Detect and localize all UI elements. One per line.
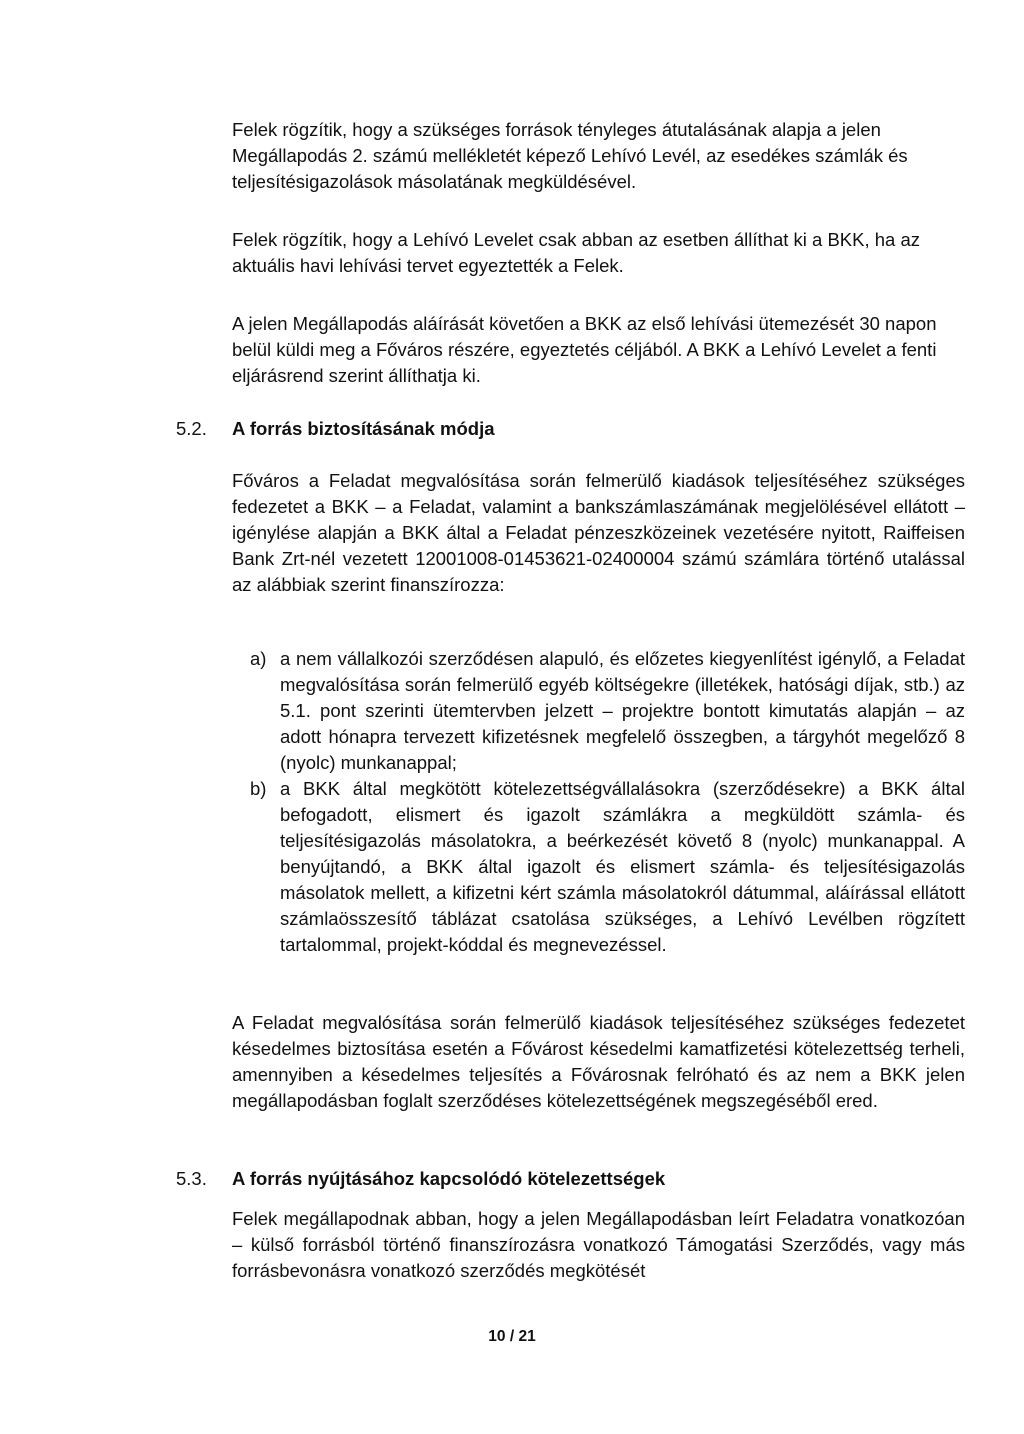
- paragraph-call-letter-condition: Felek rögzítik, hogy a Lehívó Levelet csak abban az esetben állíthat ki a BKK, ha az aktuális havi lehívási tervet egyeztették a Felek.: [232, 229, 920, 276]
- section-heading-5-2: [176, 416, 966, 442]
- section-title: A forrás nyújtásához kapcsolódó kötelezettségek: [232, 1168, 666, 1189]
- paragraph-obligations: Felek megállapodnak abban, hogy a jelen Megállapodásban leírt Feladatra vonatkozóan – külső forrásból történő finanszírozásra vonatkozó Támogatási Szerződés, vagy más forrásbevonásra vonatkozó szerződés megkötését: [232, 1208, 965, 1281]
- paragraph-funds-transfer-basis: Felek rögzítik, hogy a szükséges források tényleges átutalásának alapja a jelen Megállapodás 2. számú mellékletét képező Lehívó Levél, az esedékes számlák és teljesítésigazolások másolatának megküldésével.: [232, 119, 908, 192]
- section-number: 5.3.: [176, 1168, 207, 1189]
- section-heading-5-3: [176, 1166, 966, 1192]
- list-item-text: a BKK által megkötött kötelezettségvállalásokra (szerződésekre) a BKK által befogadott, elismert és igazolt számlákra a megküldött számla- és teljesítésigazolás másolatokra, a beérkezését követő 8 (nyolc) munkanappal. A benyújtandó, a BKK által igazolt és elismert számla- és teljesítésigazolás másolatok mellett, a kifizetni kért számla másolatokról dátummal, aláírással ellátott számlaösszesítő táblázat csatolása szükséges, a Lehívó Levélben rögzített tartalommal, projekt-kóddal és megnevezéssel.: [280, 778, 965, 955]
- section-title: A forrás biztosításának módja: [232, 418, 495, 439]
- list-item-a: [232, 646, 965, 776]
- paragraph-first-schedule: A jelen Megállapodás aláírását követően a BKK az első lehívási ütemezését 30 napon belül küldi meg a Főváros részére, egyeztetés céljából. A BKK a Lehívó Levelet a fenti eljárásrend szerint állíthatja ki.: [232, 313, 937, 386]
- list-item-text: a nem vállalkozói szerződésen alapuló, és előzetes kiegyenlítést igénylő, a Feladat megvalósítása során felmerülő egyéb költségekre (illetékek, hatósági díjak, stb.) az 5.1. pont szerinti ütemtervben jelzett – projektre bontott kimutatás alapján – az adott hónapra tervezett kifizetésnek megfelelő összegben, a tárgyhót megelőző 8 (nyolc) munkanappal;: [280, 648, 965, 773]
- paragraph-financing-method: Főváros a Feladat megvalósítása során felmerülő kiadások teljesítéséhez szükséges fedezetet a BKK – a Feladat, valamint a bankszámlaszámának megjelölésével ellátott – igénylése alapján a BKK által a Feladat pénzeszközeinek vezetésére nyitott, Raiffeisen Bank Zrt-nél vezetett 12001008-01453621-02400004 számú számlára történő utalással az alábbiak szerint finanszírozza:: [232, 470, 965, 595]
- section-number: 5.2.: [176, 418, 207, 439]
- list-item-b: [232, 776, 965, 958]
- list-marker: a): [250, 648, 267, 669]
- list-marker: b): [250, 778, 267, 799]
- page-number: 10 / 21: [488, 1328, 536, 1345]
- paragraph-late-payment: A Feladat megvalósítása során felmerülő kiadások teljesítéséhez szükséges fedezetet késedelmes biztosítása esetén a Fővárost késedelmi kamatfizetési kötelezettség terheli, amennyiben a késedelmes teljesítés a Fővárosnak felróható és az nem a BKK jelen megállapodásban foglalt szerződéses kötelezettségének megszegéséből ered.: [232, 1012, 965, 1111]
